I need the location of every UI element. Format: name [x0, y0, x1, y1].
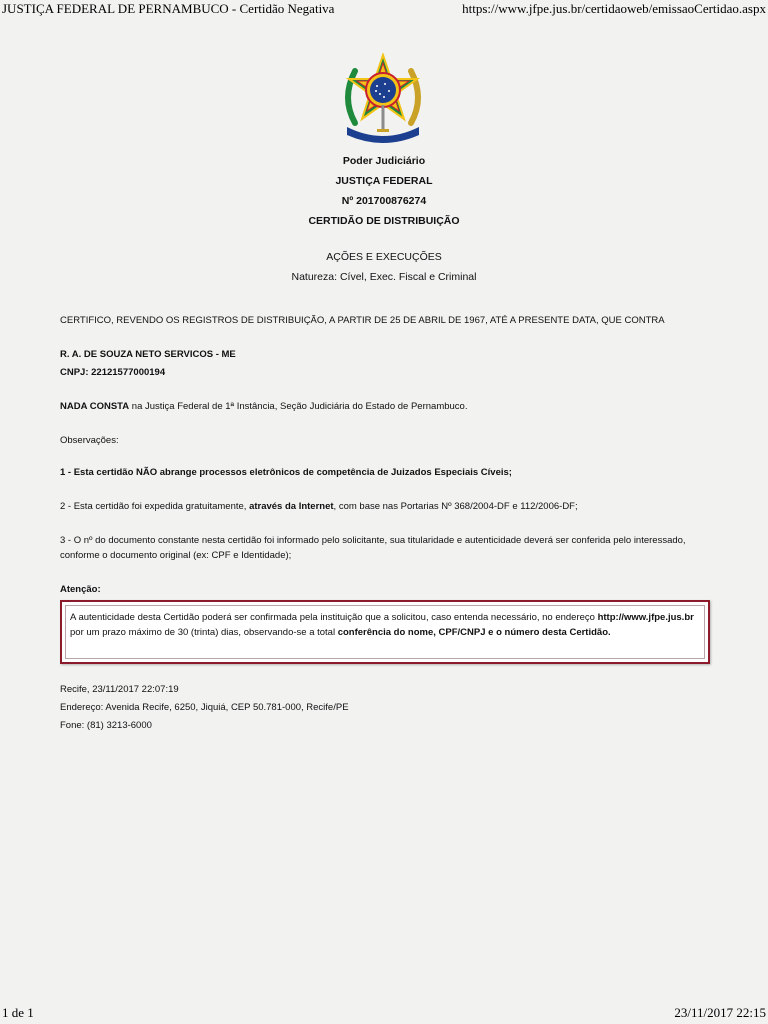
phone: Fone: (81) 3213-6000	[60, 720, 152, 731]
observation-2-bold: através da Internet	[249, 501, 334, 512]
attention-text	[65, 605, 705, 659]
print-page-url: https://www.jfpe.jus.br/certidaoweb/emissaoCertidao.aspx	[462, 1, 766, 16]
observation-1: 1 - Esta certidão NÃO abrange processos eletrônicos de competência de Juizados Especiais Cíveis;	[60, 467, 512, 478]
certificate-number: Nº 201700876274	[341, 195, 427, 207]
nada-consta-statement	[60, 399, 720, 414]
observations-label: Observações:	[60, 435, 119, 446]
print-datetime: 23/11/2017 22:15	[674, 1005, 766, 1020]
attention-part1: A autenticidade desta Certidão poderá ser confirmada pela instituição que a solicitou, caso entenda necessário, no endereço	[70, 612, 598, 623]
nada-consta-label: NADA CONSTA	[60, 401, 130, 412]
actions-heading: AÇÕES E EXECUÇÕES	[326, 251, 442, 263]
certify-statement: CERTIFICO, REVENDO OS REGISTROS DE DISTRIBUIÇÃO, A PARTIR DE 25 DE ABRIL DE 1967, ATÉ A PRESENTE DATA, QUE CONTRA	[60, 315, 665, 326]
issue-date: Recife, 23/11/2017 22:07:19	[60, 684, 179, 695]
party-cnpj: CNPJ: 22121577000194	[60, 367, 166, 378]
attention-box	[60, 600, 710, 664]
heading-poder-judiciario: Poder Judiciário	[342, 155, 426, 167]
print-footer	[0, 1002, 768, 1024]
party-name: R. A. DE SOUZA NETO SERVICOS - ME	[60, 349, 236, 360]
observation-3: 3 - O nº do documento constante nesta certidão foi informado pelo solicitante, sua titularidade e autenticidade deverá ser conferida pelo interessado, conforme o documento original (ex: CPF e Identidade);	[60, 535, 686, 561]
attention-label: Atenção:	[60, 584, 101, 595]
brazil-coat-of-arms-icon	[333, 53, 433, 149]
certificate-title: CERTIDÃO DE DISTRIBUIÇÃO	[308, 215, 460, 227]
address: Endereço: Avenida Recife, 6250, Jiquiá, CEP 50.781-000, Recife/PE	[60, 702, 349, 713]
print-page-title: JUSTIÇA FEDERAL DE PERNAMBUCO - Certidão Negativa	[2, 1, 335, 16]
attention-part2: por um prazo máximo de 30 (trinta) dias, observando-se a total	[70, 627, 338, 638]
print-page-number: 1 de 1	[2, 1005, 34, 1020]
nature-line: Natureza: Cível, Exec. Fiscal e Criminal	[291, 271, 477, 283]
verification-url: http://www.jfpe.jus.br	[597, 612, 694, 623]
observation-2-part2: , com base nas Portarias Nº 368/2004-DF e 112/2006-DF;	[333, 501, 578, 512]
observation-2-part1: 2 - Esta certidão foi expedida gratuitamente,	[60, 501, 250, 512]
attention-bold: conferência do nome, CPF/CNPJ e o número desta Certidão.	[337, 627, 611, 638]
observation-2	[60, 499, 720, 514]
heading-justica-federal: JUSTIÇA FEDERAL	[335, 175, 433, 187]
print-header	[0, 0, 768, 20]
nada-consta-text: na Justiça Federal de 1ª Instância, Seção Judiciária do Estado de Pernambuco.	[129, 401, 468, 412]
